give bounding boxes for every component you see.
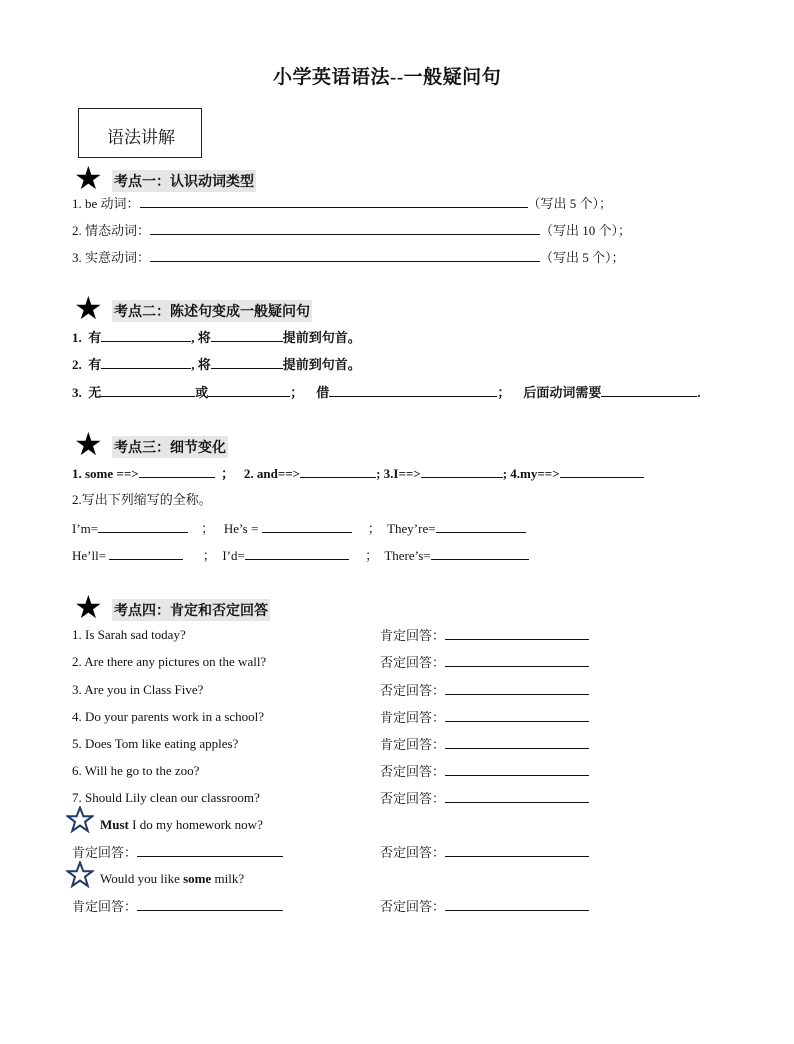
row-text: 或 [195, 385, 209, 400]
row-text: I’m= [72, 521, 99, 536]
answer-blank[interactable] [445, 653, 589, 667]
row-text: ； [367, 521, 381, 536]
answer-label: 否定回答： [380, 845, 446, 860]
section2-heading: 考点二：陈述句变成一般疑问句 [112, 300, 312, 322]
row-label: 2. 情态动词： [72, 223, 151, 238]
extra-question-1 [100, 816, 263, 834]
extra2-negative [380, 897, 589, 916]
section1-row-3 [72, 248, 625, 267]
row-hint: （写出 5 个）； [527, 196, 613, 211]
answer-blank[interactable] [98, 519, 188, 533]
emphasis-word: Must [100, 817, 129, 832]
question-7: 7. Should Lily clean our classroom? [72, 790, 260, 805]
extra1-negative [380, 843, 589, 862]
answer-blank[interactable] [208, 383, 290, 397]
answer-blank[interactable] [245, 546, 349, 560]
outline-star-icon [66, 861, 94, 889]
answer-4 [380, 708, 589, 727]
row-text: 无 [88, 385, 102, 400]
section3-row-3 [72, 519, 526, 538]
question-text: I do my homework now? [128, 817, 263, 832]
answer-blank[interactable] [431, 546, 529, 560]
row-text: 1. some ==> [72, 466, 139, 481]
row-text: , 将 [191, 357, 211, 372]
extra1-positive [72, 843, 283, 862]
answer-label: 否定回答： [380, 899, 446, 914]
answer-blank[interactable] [139, 464, 215, 478]
answer-blank[interactable] [436, 519, 526, 533]
section3-row-2: 2.写出下列缩写的全称。 [72, 492, 212, 507]
row-text: 有 [88, 330, 102, 345]
row-hint: （写出 5 个）； [540, 250, 625, 265]
answer-label: 否定回答： [380, 791, 446, 806]
answer-label: 肯定回答： [380, 737, 446, 752]
answer-label: 否定回答： [380, 764, 446, 779]
answer-blank[interactable] [101, 355, 191, 369]
answer-label: 肯定回答： [380, 710, 446, 725]
box-label: 语法讲解 [107, 128, 175, 147]
outline-star-icon [66, 806, 94, 834]
answer-blank[interactable] [445, 708, 589, 722]
row-text: ； [365, 548, 379, 563]
question-5: 5. Does Tom like eating apples? [72, 736, 239, 751]
row-text: ； [221, 466, 235, 481]
answer-5 [380, 735, 589, 754]
row-text: There’s= [384, 548, 431, 563]
extra-question-2 [100, 870, 244, 888]
row-text: He’s = [223, 521, 259, 536]
section1-row-2 [72, 221, 631, 240]
answer-blank[interactable] [445, 762, 589, 776]
row-label: 3. 实意动词： [72, 250, 151, 265]
emphasis-word: some [183, 871, 212, 886]
answer-blank[interactable] [137, 843, 283, 857]
section1-row-1 [72, 194, 612, 213]
row-text: , 将 [191, 330, 211, 345]
answer-blank[interactable] [150, 248, 540, 262]
answer-blank[interactable] [601, 383, 697, 397]
answer-blank[interactable] [262, 519, 352, 533]
page-title: 小学英语语法--一般疑问句 [273, 67, 502, 88]
section2-row-2 [72, 355, 361, 374]
answer-6 [380, 762, 589, 781]
black-star-icon: ★ [74, 290, 103, 326]
row-text: ； [497, 385, 511, 400]
answer-blank[interactable] [445, 735, 589, 749]
answer-label: 肯定回答： [72, 899, 138, 914]
section1-heading: 考点一：认识动词类型 [112, 170, 256, 192]
black-star-icon: ★ [74, 589, 103, 625]
section3-row-4 [72, 546, 529, 565]
answer-blank[interactable] [445, 626, 589, 640]
answer-blank[interactable] [211, 355, 283, 369]
row-hint: （写出 10 个）； [540, 223, 632, 238]
row-number: 1. [72, 330, 82, 345]
answer-label: 否定回答： [380, 655, 446, 670]
answer-blank[interactable] [137, 897, 283, 911]
row-text: 提前到句首。 [282, 357, 361, 372]
question-text: Would you like [100, 871, 184, 886]
answer-blank[interactable] [445, 897, 589, 911]
answer-blank[interactable] [445, 681, 589, 695]
row-text: I’d= [222, 548, 245, 563]
answer-label: 肯定回答： [72, 845, 138, 860]
answer-blank[interactable] [445, 843, 589, 857]
answer-blank[interactable] [150, 221, 540, 235]
question-text: milk? [211, 871, 245, 886]
row-text: He’ll= [72, 548, 107, 563]
answer-label: 否定回答： [380, 683, 446, 698]
answer-blank[interactable] [140, 194, 528, 208]
answer-blank[interactable] [445, 789, 589, 803]
black-star-icon: ★ [74, 426, 103, 462]
section2-row-1 [72, 328, 361, 347]
answer-blank[interactable] [109, 546, 183, 560]
section-box [78, 108, 202, 158]
row-text: 借 [316, 385, 330, 400]
row-text: ； [202, 548, 216, 563]
section4-heading: 考点四：肯定和否定回答 [112, 599, 270, 621]
row-text: 有 [88, 357, 102, 372]
answer-blank[interactable] [560, 464, 644, 478]
black-star-icon: ★ [74, 160, 103, 196]
answer-blank[interactable] [211, 328, 283, 342]
answer-blank[interactable] [329, 383, 497, 397]
section2-row-3 [72, 383, 701, 402]
answer-7 [380, 789, 589, 808]
section3-heading: 考点三：细节变化 [112, 436, 228, 458]
row-text: They’re= [387, 521, 436, 536]
question-1: 1. Is Sarah sad today? [72, 627, 186, 642]
row-text: 后面动词需要 [523, 385, 602, 400]
answer-3 [380, 681, 589, 700]
answer-2 [380, 653, 589, 672]
answer-blank[interactable] [421, 464, 503, 478]
question-4: 4. Do your parents work in a school? [72, 709, 265, 724]
question-2: 2. Are there any pictures on the wall? [72, 654, 267, 669]
answer-label: 肯定回答： [380, 628, 446, 643]
row-number: 3. [72, 385, 82, 400]
row-text: . [697, 385, 701, 400]
answer-blank[interactable] [300, 464, 376, 478]
question-6: 6. Will he go to the zoo? [72, 763, 200, 778]
answer-1 [380, 626, 589, 645]
row-text: ； [201, 521, 215, 536]
question-3: 3. Are you in Class Five? [72, 682, 204, 697]
row-text: 2. and==> [243, 466, 301, 481]
row-text: ; 3.I==> [376, 466, 421, 481]
row-text: ； [290, 385, 304, 400]
extra2-positive [72, 897, 283, 916]
row-label: 1. be 动词： [72, 196, 140, 211]
row-text: 提前到句首。 [282, 330, 361, 345]
row-text: ; 4.my==> [502, 466, 560, 481]
section3-row-1 [72, 464, 644, 483]
answer-blank[interactable] [101, 328, 191, 342]
row-number: 2. [72, 357, 82, 372]
answer-blank[interactable] [101, 383, 195, 397]
